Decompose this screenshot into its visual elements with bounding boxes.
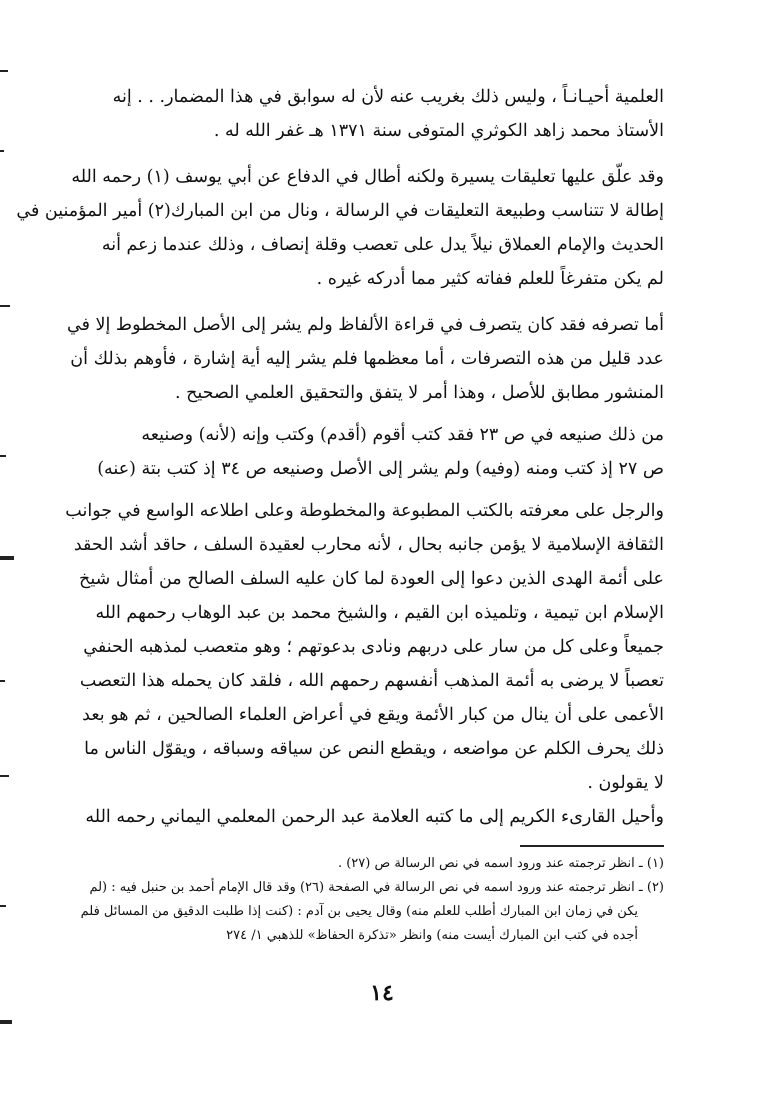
scan-edge-mark: [0, 305, 10, 307]
paragraph: [97, 418, 664, 486]
text-line: الأستاذ محمد زاهد الكوثري المتوفى سنة ١٣٧١ هـ غفر الله له .: [213, 121, 664, 141]
page-number: ١٤: [370, 980, 394, 1006]
text-line: المنشور مطابق للأصل ، وهذا أمر لا يتفق والتحقيق العلمي الصحيح .: [174, 383, 664, 403]
scan-edge-mark: [0, 1020, 12, 1024]
footnote-divider: [520, 845, 664, 847]
text-line: إطالة لا تتناسب وطبيعة التعليقات في الرسالة ، ونال من ابن المبارك(٢) أمير المؤمنين في: [16, 201, 664, 221]
text-line: وأحيل القارىء الكريم إلى ما كتبه العلامة عبد الرحمن المعلمي اليماني رحمه الله: [85, 807, 664, 827]
text-line: والرجل على معرفته بالكتب المطبوعة والمخطوطة وعلى اطلاعه الواسع في جوانب: [65, 501, 664, 521]
text-line: من ذلك صنيعه في ص ٢٣ فقد كتب أقوم (أقدم) وكتب وإنه (لأنه) وصنيعه: [141, 425, 664, 445]
footnote-line: يكن في زمان ابن المبارك أطلب للعلم منه) وقال يحيى بن آدم : (كنت إذا طلبت الدقيق من المسائل فلم: [80, 904, 638, 919]
text-line: تعصباً لا يرضى به أئمة المذهب أنفسهم رحمهم الله ، فلقد كان يحمله هذا التعصب: [79, 671, 664, 691]
text-line: الحديث والإمام العملاق نيلاً يدل على تعصب وقلة إنصاف ، وذلك عندما زعم أنه: [101, 235, 664, 255]
scan-edge-mark: [0, 775, 9, 777]
scan-edge-mark: [0, 556, 14, 560]
footnote-line: (١) ـ انظر ترجمته عند ورود اسمه في نص الرسالة ص (٢٧) .: [337, 856, 664, 871]
text-line: وقد علّق عليها تعليقات يسيرة ولكنه أطال في الدفاع عن أبي يوسف (١) رحمه الله: [71, 167, 664, 187]
text-line: لا يقولون .: [587, 773, 664, 793]
paragraph: [85, 800, 664, 834]
scan-edge-mark: [0, 680, 5, 682]
scan-edge-mark: [0, 150, 4, 152]
footnotes: [80, 852, 664, 948]
text-line: عدد قليل من هذه التصرفات ، أما معظمها فلم يشر إليه أية إشارة ، فأوهم بذلك أن: [70, 349, 664, 369]
text-line: الثقافة الإسلامية لا يؤمن جانبه بحال ، لأنه محارب لعقيدة السلف ، حاقد أشد الحقد: [73, 535, 664, 555]
paragraph: [65, 494, 664, 800]
footnote-line: أجده في كتب ابن المبارك أيست منه) وانظر «تذكرة الحفاظ» للذهبي ١/ ٢٧٤: [226, 928, 638, 943]
text-line: أما تصرفه فقد كان يتصرف في قراءة الألفاظ ولم يشر إلى الأصل المخطوط إلا في: [67, 315, 664, 335]
text-line: لم يكن متفرغاً للعلم ففاته كثير مما أدركه غيره .: [316, 269, 664, 289]
scan-edge-mark: [0, 905, 6, 907]
paragraph: [16, 160, 664, 296]
scan-edge-mark: [0, 70, 8, 72]
scan-edge-mark: [0, 455, 6, 457]
text-line: على أئمة الهدى الذين دعوا إلى العودة لما كان عليه السلف الصالح من أمثال شيخ: [79, 569, 664, 589]
footnote-line: (٢) ـ انظر ترجمته عند ورود اسمه في نص الرسالة في الصفحة (٢٦) وقد قال الإمام أحمد بن حنبل فيه : (لم: [89, 880, 664, 895]
text-line: جميعاً وعلى كل من سار على دربهم ونادى بدعوتهم ؛ وهو متعصب لمذهبه الحنفي: [83, 637, 664, 657]
text-line: ص ٢٧ إذ كتب ومنه (وفيه) ولم يشر إلى الأصل وصنيعه ص ٣٤ إذ كتب بتة (عنه): [97, 459, 664, 479]
text-line: الإسلام ابن تيمية ، وتلميذه ابن القيم ، والشيخ محمد بن عبد الوهاب رحمهم الله: [95, 603, 664, 623]
paragraph: [100, 80, 664, 148]
paragraph: [67, 308, 664, 410]
text-line: الأعمى على أن ينال من كبار الأئمة ويقع في أعراض العلماء الصالحين ، ثم هو بعد: [82, 705, 664, 725]
text-line: العلمية أحيـانـاً ، وليس ذلك بغريب عنه لأن له سوابق في هذا المضمار. . . إنه: [112, 87, 664, 107]
text-line: ذلك يحرف الكلم عن مواضعه ، ويقطع النص عن سياقه وسباقه ، ويقوّل الناس ما: [84, 739, 664, 759]
